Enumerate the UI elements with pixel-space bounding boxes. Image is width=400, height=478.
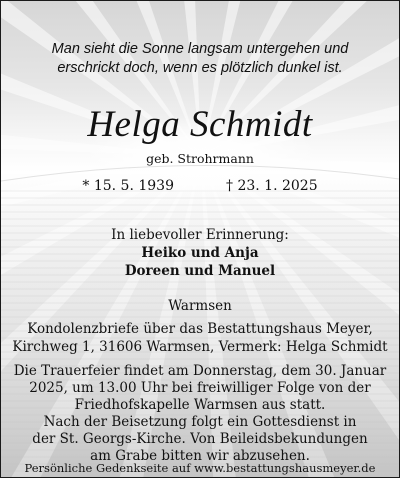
motto-line-1: Man sieht die Sonne langsam untergehen und	[51, 41, 349, 57]
condolence-line-1: Kondolenzbriefe über das Bestattungshaus Meyer,	[27, 321, 373, 337]
ceremony-line-3: Friedhofskapelle Warmsen aus statt.	[74, 397, 326, 413]
life-dates	[1, 178, 399, 194]
condolence-line-2: Kirchweg 1, 31606 Warmsen, Vermerk: Helga Schmidt	[12, 339, 388, 355]
memory-intro: In liebevoller Erinnerung:	[111, 227, 289, 243]
ceremony-line-2: 2025, um 13.00 Uhr bei freiwilliger Folge von der	[29, 380, 371, 396]
ceremony-line-1: Die Trauerfeier findet am Donnerstag, dem 30. Januar	[13, 363, 387, 379]
ceremony-line-4: Nach der Beisetzung folgt ein Gottesdienst in	[43, 414, 357, 430]
death-date: † 23. 1. 2025	[226, 178, 318, 194]
mourner-line-1: Heiko und Anja	[141, 245, 259, 261]
deceased-name: Helga Schmidt	[87, 104, 313, 145]
maiden-name: geb. Strohrmann	[146, 151, 254, 166]
mourner-line-2: Doreen und Manuel	[124, 263, 276, 279]
ceremony-line-6: am Grabe bitten wir abzusehen.	[90, 448, 310, 464]
birth-date: * 15. 5. 1939	[82, 178, 174, 194]
location: Warmsen	[168, 298, 232, 314]
ceremony-line-5: der St. Georgs-Kirche. Von Beileidsbekundungen	[32, 431, 368, 447]
memorial-page-link[interactable]: Persönliche Gedenkseite auf www.bestattungshausmeyer.de	[24, 461, 376, 475]
motto-line-2: erschrickt doch, wenn es plötzlich dunkel ist.	[57, 60, 343, 76]
